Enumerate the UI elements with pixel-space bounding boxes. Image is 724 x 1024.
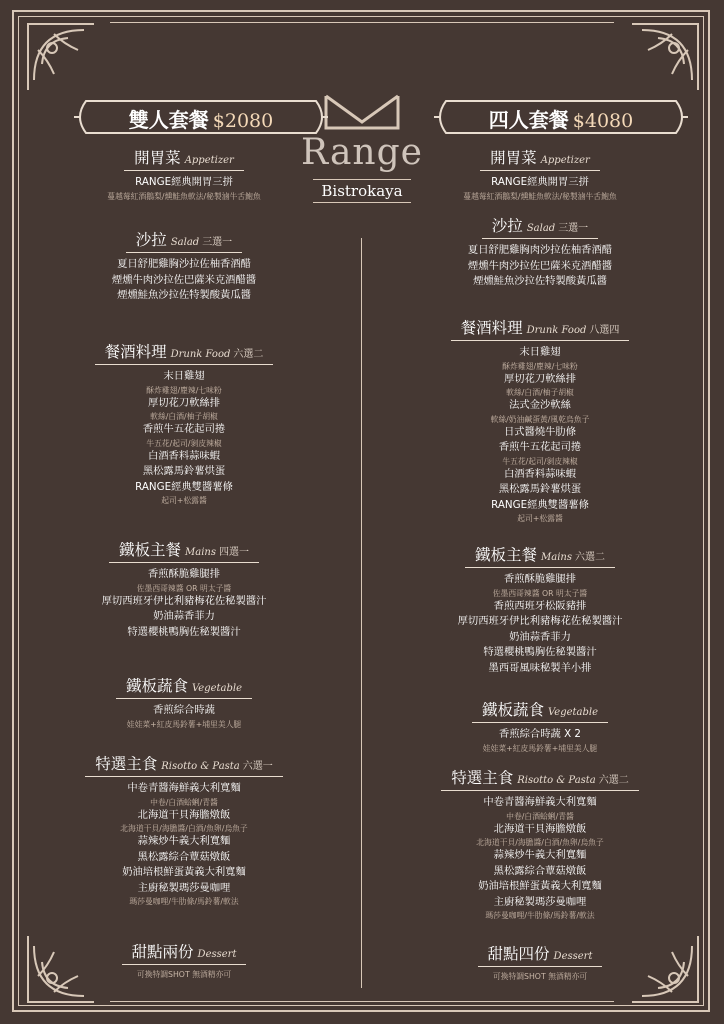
section-heading xyxy=(441,766,639,791)
section-heading xyxy=(472,698,608,723)
menu-item: 主廚秘製瑪莎曼咖哩 xyxy=(493,895,587,908)
menu-item: 厚切花刀軟絲排 xyxy=(147,396,221,409)
menu-item: 奶油培根鮮蛋黃義大利寬麵 xyxy=(122,866,246,878)
menu-item: RANGE經典開胃三拼 xyxy=(491,176,589,188)
menu-item: 主廚秘製瑪莎曼咖哩 xyxy=(137,881,231,894)
menu-item: 黑松露馬鈴薯烘蛋 xyxy=(498,483,582,495)
section-choice-rule: 六選二 xyxy=(233,349,264,360)
section-title: 沙拉 xyxy=(491,217,523,235)
section-english-title: Salad xyxy=(170,237,200,248)
menu-item: 黑松露綜合蕈菇燉飯 xyxy=(137,850,231,863)
item-note: 軟絲/奶油鹹蛋黃/風乾烏魚子 xyxy=(490,414,590,424)
section-title: 鐵板主餐 xyxy=(119,541,182,559)
menu-section xyxy=(34,340,334,506)
menu-section xyxy=(390,766,690,921)
section-heading xyxy=(480,146,600,171)
set-price: $4080 xyxy=(572,110,634,132)
set-title: 雙人套餐 xyxy=(128,108,209,132)
menu-item: 日式醬燒牛肋條 xyxy=(503,425,577,438)
item-note: 蔓越莓紅酒鵝梨/燻鮭魚軟法/秘製滷牛舌鮑魚 xyxy=(107,191,261,201)
menu-item: 墨西哥風味秘製羊小排 xyxy=(488,661,592,674)
menu-item: 北海道干貝海膽燉飯 xyxy=(493,822,587,835)
ornament-top-left-icon xyxy=(24,20,98,94)
item-note: 可換特調SHOT 無酒精亦可 xyxy=(492,972,588,981)
menu-item: 中卷青醬海鮮義大利寬麵 xyxy=(127,782,241,794)
envelope-icon xyxy=(322,92,402,132)
menu-item: 特選櫻桃鴨胸佐秘製醬汁 xyxy=(127,625,241,638)
section-english-title: Vegetable xyxy=(547,707,599,718)
menu-section xyxy=(34,146,334,202)
bottom-rule xyxy=(110,1001,614,1002)
section-heading xyxy=(451,316,630,341)
section-heading xyxy=(124,146,244,171)
menu-section xyxy=(34,674,334,730)
menu-item: 煙燻牛肉沙拉佐巴薩米克酒醋醬 xyxy=(111,273,257,286)
item-note: 瑪莎曼咖哩/牛肋條/馬鈴薯/軟法 xyxy=(485,911,595,920)
menu-item: 香煎牛五花起司捲 xyxy=(142,423,226,435)
menu-section xyxy=(390,942,690,982)
menu-section xyxy=(390,316,690,524)
section-english-title: Vegetable xyxy=(191,683,243,694)
brand-subtitle: Bistrokaya xyxy=(313,179,410,203)
item-note: 北海道干貝/海膽醬/白酒/魚卵/烏魚子 xyxy=(476,838,604,847)
item-note: 牛五花/起司/剝皮辣椒 xyxy=(502,456,578,466)
section-english-title: Appetizer xyxy=(184,155,234,166)
section-title: 餐酒料理 xyxy=(460,319,523,337)
menu-item: 蒜辣炒牛義大利寬麵 xyxy=(137,835,231,847)
menu-item: 奶油蒜香菲力 xyxy=(153,610,215,622)
section-english-title: Risotto & Pasta xyxy=(517,775,596,786)
section-english-title: Dessert xyxy=(197,949,237,960)
menu-item: 煙燻牛肉沙拉佐巴薩米克酒醋醬 xyxy=(467,259,613,272)
section-title: 開胃菜 xyxy=(134,149,181,167)
menu-item: 香煎西班牙松阪豬排 xyxy=(493,599,587,612)
menu-item: 白酒香料蒜味蝦 xyxy=(147,449,221,462)
menu-section xyxy=(390,214,690,290)
section-title: 特選主食 xyxy=(95,755,158,773)
section-title: 鐵板蔬食 xyxy=(125,677,188,695)
brand-name: Range xyxy=(301,132,423,173)
menu-item: 黑松露馬鈴薯烘蛋 xyxy=(142,465,226,477)
menu-item: RANGE經典開胃三拼 xyxy=(135,176,233,188)
menu-item: 煙燻鮭魚沙拉佐特製酸黃瓜醬 xyxy=(117,289,251,301)
section-english-title: Dessert xyxy=(553,951,593,962)
item-note: 北海道干貝/海膽醬/白酒/魚卵/烏魚子 xyxy=(120,824,248,833)
section-english-title: Mains xyxy=(185,547,216,558)
section-heading xyxy=(109,538,259,563)
item-note: 中卷/白酒蛤蜊/青醬 xyxy=(506,811,574,821)
menu-item: 特選櫻桃鴨胸佐秘製醬汁 xyxy=(483,646,597,658)
menu-item: 厚切西班牙伊比利豬梅花佐秘製醬汁 xyxy=(457,615,623,627)
menu-item: 厚切西班牙伊比利豬梅花佐秘製醬汁 xyxy=(101,594,267,607)
item-note: 起司+松露醬 xyxy=(161,496,207,505)
menu-item: 末日雞翅 xyxy=(163,370,205,382)
section-english-title: Drunk Food xyxy=(170,349,231,360)
item-note: 起司+松露醬 xyxy=(517,514,563,523)
section-english-title: Salad xyxy=(526,223,556,234)
section-title: 鐵板主餐 xyxy=(475,546,538,564)
section-choice-rule: 六選二 xyxy=(598,775,629,786)
section-title: 甜點四份 xyxy=(487,945,550,963)
menu-item: 蒜辣炒牛義大利寬麵 xyxy=(493,849,587,861)
section-english-title: Appetizer xyxy=(540,155,590,166)
menu-item: 黑松露綜合蕈菇燉飯 xyxy=(493,864,587,877)
menu-section xyxy=(390,698,690,754)
menu-item: 香煎酥脆雞腿排 xyxy=(503,573,577,585)
section-heading xyxy=(122,940,247,965)
section-choice-rule: 四選一 xyxy=(219,547,249,558)
section-choice-rule: 六選一 xyxy=(242,761,273,772)
section-title: 特選主食 xyxy=(451,769,514,787)
item-note: 軟絲/白酒/柚子胡椒 xyxy=(506,388,574,397)
menu-item: 香煎綜合時蔬 xyxy=(153,704,215,716)
menu-item: 奶油蒜香菲力 xyxy=(509,630,571,643)
section-english-title: Risotto & Pasta xyxy=(161,761,240,772)
menu-item: 香煎牛五花起司捲 xyxy=(498,441,582,453)
item-note: 娃娃菜+紅皮馬鈴薯+埔里美人腿 xyxy=(482,743,598,753)
section-choice-rule: 三選一 xyxy=(202,237,233,248)
section-heading xyxy=(465,543,615,568)
section-choice-rule: 三選一 xyxy=(558,223,589,234)
item-note: 蔓越莓紅酒鵝梨/燻鮭魚軟法/秘製滷牛舌鮑魚 xyxy=(463,191,617,201)
menu-item: RANGE經典雙醬薯條 xyxy=(491,498,589,511)
item-note: 可換特調SHOT 無酒精亦可 xyxy=(136,970,232,979)
menu-section xyxy=(34,752,334,907)
section-choice-rule: 八選四 xyxy=(589,325,620,336)
menu-section xyxy=(390,146,690,202)
set-banner xyxy=(430,97,692,137)
item-note: 酥炸雞翅/塵辣/七味粉 xyxy=(502,361,578,371)
top-rule xyxy=(110,22,614,23)
section-heading xyxy=(478,942,603,967)
menu-item: 中卷青醬海鮮義大利寬麵 xyxy=(483,796,597,808)
menu-item: 奶油培根鮮蛋黃義大利寬麵 xyxy=(478,880,602,892)
menu-section xyxy=(390,543,690,676)
item-note: 瑪莎曼咖哩/牛肋條/馬鈴薯/軟法 xyxy=(129,897,239,906)
item-note: 佐墨西哥辣醬 OR 明太子醬 xyxy=(136,583,232,593)
section-english-title: Mains xyxy=(541,552,572,563)
item-note: 牛五花/起司/剝皮辣椒 xyxy=(146,438,222,448)
item-note: 中卷/白酒蛤蜊/青醬 xyxy=(150,797,218,807)
menu-item: 香煎酥脆雞腿排 xyxy=(147,568,221,580)
item-note: 酥炸雞翅/塵辣/七味粉 xyxy=(146,385,222,395)
menu-item: 法式金沙軟絲 xyxy=(509,399,571,411)
section-heading xyxy=(482,214,598,239)
ornament-top-right-icon xyxy=(628,20,702,94)
section-title: 開胃菜 xyxy=(490,149,537,167)
section-heading xyxy=(126,228,242,253)
menu-item: 白酒香料蒜味蝦 xyxy=(503,467,577,480)
section-title: 鐵板蔬食 xyxy=(481,701,544,719)
section-heading xyxy=(95,340,274,365)
menu-item: 厚切花刀軟絲排 xyxy=(503,372,577,385)
menu-section xyxy=(34,228,334,304)
menu-section xyxy=(34,538,334,640)
center-divider xyxy=(361,238,362,988)
menu-item: 末日雞翅 xyxy=(519,346,561,358)
menu-item: 煙燻鮭魚沙拉佐特製酸黃瓜醬 xyxy=(473,275,607,287)
section-title: 餐酒料理 xyxy=(104,343,167,361)
item-note: 佐墨西哥辣醬 OR 明太子醬 xyxy=(492,588,588,598)
menu-item: 夏日舒肥雞胸肉沙拉佐柚香酒醋 xyxy=(467,244,613,256)
set-banner xyxy=(70,97,332,137)
section-english-title: Drunk Food xyxy=(526,325,587,336)
item-note: 娃娃菜+紅皮馬鈴薯+埔里美人腿 xyxy=(126,719,242,729)
menu-section xyxy=(34,940,334,980)
set-title: 四人套餐 xyxy=(488,108,569,132)
item-note: 軟絲/白酒/柚子胡椒 xyxy=(150,412,218,421)
menu-item: 香煎綜合時蔬 X 2 xyxy=(499,728,581,740)
menu-item: 夏日舒肥雞胸沙拉佐柚香酒醋 xyxy=(117,258,251,270)
section-heading xyxy=(85,752,283,777)
section-title: 沙拉 xyxy=(135,231,167,249)
menu-item: RANGE經典雙醬薯條 xyxy=(135,480,233,493)
set-price: $2080 xyxy=(212,110,274,132)
menu-item: 北海道干貝海膽燉飯 xyxy=(137,808,231,821)
section-heading xyxy=(116,674,252,699)
section-choice-rule: 六選二 xyxy=(575,552,605,563)
section-title: 甜點兩份 xyxy=(131,943,194,961)
